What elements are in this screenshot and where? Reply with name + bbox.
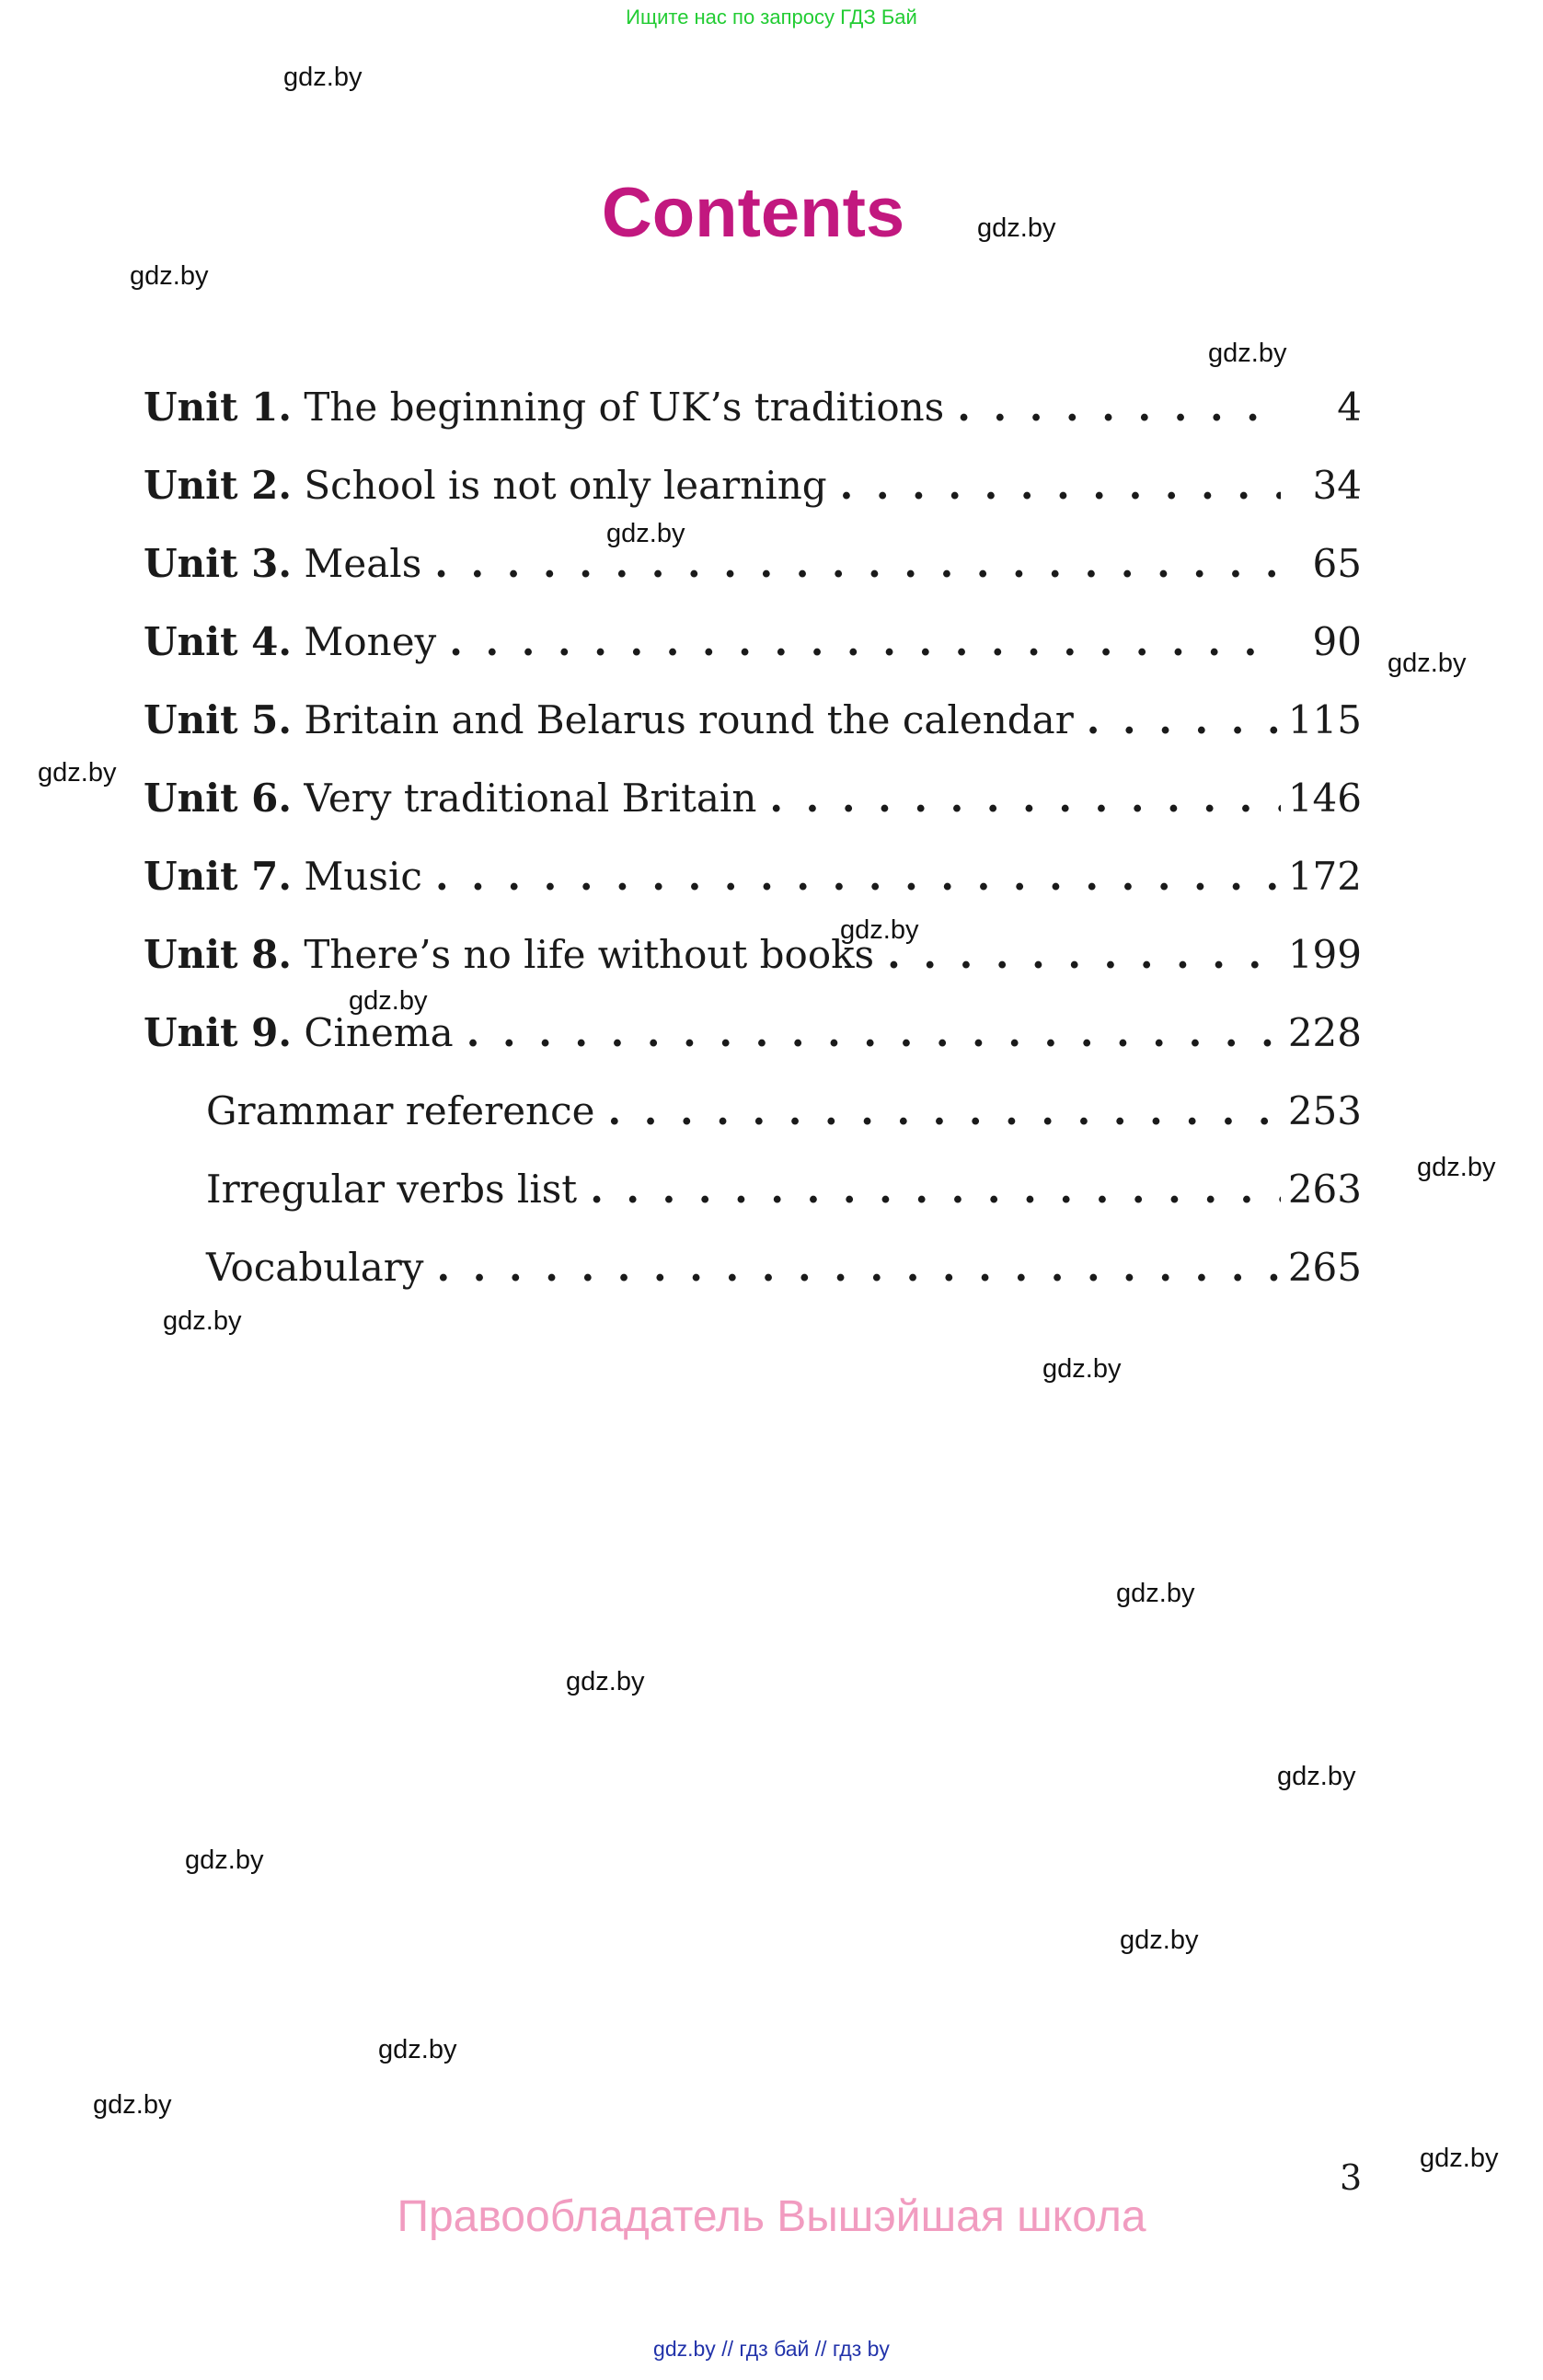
watermark: gdz.by: [840, 915, 919, 945]
leader-dots: [607, 1088, 1280, 1133]
section-title: Irregular verbs list: [206, 1167, 578, 1212]
watermark: gdz.by: [93, 2090, 172, 2120]
leader-dots: [1087, 697, 1281, 742]
page-ref: 90: [1312, 619, 1362, 664]
unit-label: Unit 2.: [144, 463, 292, 508]
watermark: gdz.by: [283, 63, 363, 92]
toc-entry-unit-6: [144, 776, 1362, 854]
page-ref: 263: [1287, 1167, 1362, 1212]
unit-label: Unit 3.: [144, 541, 292, 586]
leader-dots: [434, 541, 1281, 586]
toc-entry-unit-3: [144, 541, 1362, 619]
toc-entry-irregular-verbs: [144, 1167, 1362, 1245]
toc-entry-unit-8: [144, 932, 1362, 1010]
unit-title: Very traditional Britain: [304, 776, 757, 821]
page-ref: 228: [1287, 1010, 1362, 1055]
watermark: gdz.by: [163, 1306, 242, 1336]
watermark: gdz.by: [1388, 649, 1467, 678]
watermark: gdz.by: [130, 261, 209, 291]
watermark: gdz.by: [606, 519, 685, 548]
watermark: gdz.by: [1116, 1579, 1195, 1608]
leader-dots: [840, 463, 1281, 508]
watermark: gdz.by: [977, 213, 1056, 243]
toc-entry-vocabulary: [144, 1245, 1362, 1323]
unit-title: Meals: [304, 541, 422, 586]
toc-entry-unit-4: [144, 619, 1362, 697]
page-ref: 199: [1287, 932, 1362, 977]
leader-dots: [435, 854, 1281, 899]
leader-dots: [437, 1245, 1281, 1290]
toc-entry-unit-1: [144, 385, 1362, 463]
unit-title: Music: [304, 854, 422, 899]
page-ref: 115: [1287, 697, 1362, 742]
copyright-notice: Правообладатель Вышэйшая школа: [397, 2192, 1146, 2241]
leader-dots: [466, 1010, 1281, 1055]
unit-label: Unit 8.: [144, 932, 292, 977]
watermark: gdz.by: [38, 758, 117, 788]
leader-dots: [590, 1167, 1281, 1212]
section-title: Grammar reference: [206, 1088, 595, 1133]
unit-title: School is not only learning: [304, 463, 827, 508]
unit-title: Money: [304, 619, 437, 664]
watermark: gdz.by: [378, 2035, 457, 2064]
leader-dots: [769, 776, 1280, 821]
page-ref: 65: [1312, 541, 1362, 586]
page-number: 3: [1340, 2157, 1363, 2198]
table-of-contents: [144, 385, 1362, 1323]
page-ref: 253: [1287, 1088, 1362, 1133]
watermark: gdz.by: [1042, 1354, 1122, 1384]
leader-dots: [449, 619, 1281, 664]
section-title: Vocabulary: [206, 1245, 424, 1290]
toc-entry-unit-5: [144, 697, 1362, 776]
unit-label: Unit 7.: [144, 854, 292, 899]
unit-label: Unit 9.: [144, 1010, 292, 1055]
page-ref: 172: [1287, 854, 1362, 899]
watermark: gdz.by: [1420, 2144, 1499, 2173]
page-ref: 146: [1287, 776, 1362, 821]
watermark: gdz.by: [349, 986, 428, 1016]
unit-label: Unit 1.: [144, 385, 292, 430]
unit-label: Unit 4.: [144, 619, 292, 664]
watermark: gdz.by: [185, 1845, 264, 1875]
watermark: gdz.by: [1417, 1153, 1496, 1182]
unit-title: The beginning of UK’s traditions: [304, 385, 945, 430]
watermark: gdz.by: [1208, 339, 1287, 368]
unit-label: Unit 5.: [144, 697, 292, 742]
page-title: Contents: [601, 174, 905, 252]
page-ref: 265: [1287, 1245, 1362, 1290]
unit-label: Unit 6.: [144, 776, 292, 821]
leader-dots: [957, 385, 1281, 430]
watermark: gdz.by: [566, 1667, 645, 1696]
watermark: gdz.by: [1277, 1762, 1356, 1791]
page-ref: 34: [1312, 463, 1362, 508]
toc-entry-unit-9: [144, 1010, 1362, 1088]
leader-dots: [887, 932, 1281, 977]
toc-entry-grammar-reference: [144, 1088, 1362, 1167]
watermark: gdz.by: [1120, 1926, 1199, 1955]
page-ref: 4: [1337, 385, 1362, 430]
toc-entry-unit-2: [144, 463, 1362, 541]
footer-links[interactable]: gdz.by // гдз бай // гдз by: [653, 2337, 890, 2361]
unit-title: There’s no life without books: [304, 932, 875, 977]
unit-title: Britain and Belarus round the calendar: [304, 697, 1074, 742]
unit-title: Cinema: [304, 1010, 454, 1055]
top-banner-link[interactable]: Ищите нас по запросу ГДЗ Бай: [626, 6, 917, 29]
toc-entry-unit-7: [144, 854, 1362, 932]
